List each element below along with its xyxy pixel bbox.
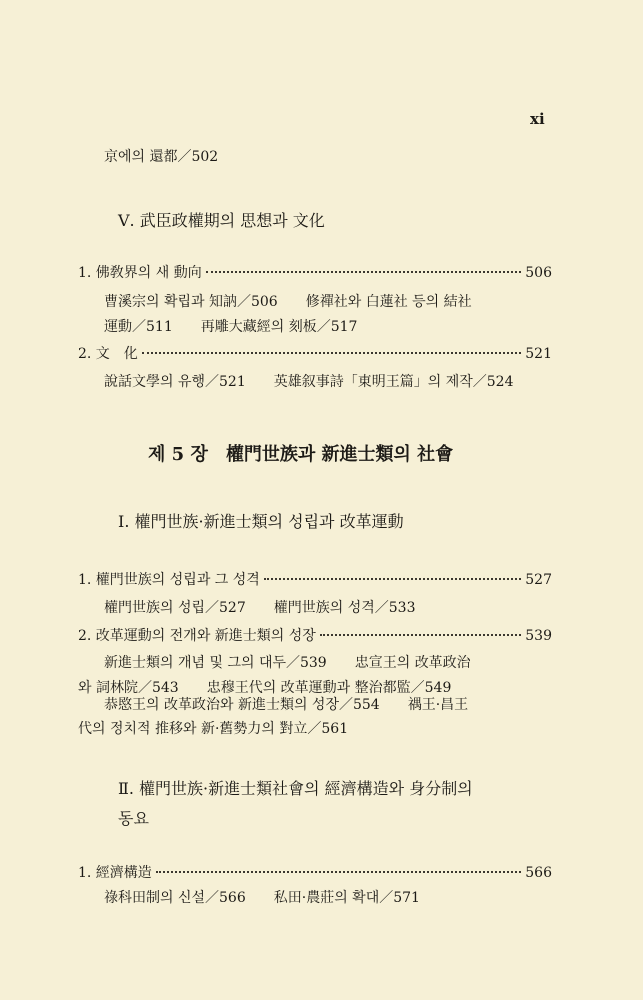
leader-dots [142, 352, 521, 354]
toc-entry [78, 625, 552, 645]
leader-dots [264, 578, 521, 580]
toc-entry [78, 862, 552, 882]
toc-subentry: 와 詞林院／543 忠穆王代의 改革運動과 整治都監／549 [78, 680, 452, 696]
toc-entry [78, 569, 552, 589]
toc-subentry: 代의 정치적 推移와 新·舊勢力의 對立／561 [78, 721, 349, 737]
leader-dots [206, 271, 522, 273]
section-heading: Ⅱ. 權門世族·新進士類社會의 經濟構造와 身分制의 [118, 779, 473, 798]
toc-entry-title: 1. 經濟構造 [78, 865, 152, 881]
toc-subentry: 新進士類의 개념 및 그의 대두／539 忠宣王의 改革政治 [104, 655, 471, 671]
toc-entry-page: 539 [525, 628, 552, 644]
chapter-heading: 제 5 장 權門世族과 新進士類의 社會 [148, 444, 454, 465]
toc-entry-title: 2. 改革運動의 전개와 新進士類의 성장 [78, 628, 316, 644]
toc-entry [78, 343, 552, 363]
toc-subentry: 曹溪宗의 확립과 知訥／506 修禪社와 白蓮社 등의 結社 [104, 294, 472, 310]
toc-entry-title: 1. 佛敎界의 새 動向 [78, 265, 202, 281]
toc-subentry: 祿科田制의 신설／566 私田·農莊의 확대／571 [104, 890, 420, 906]
toc-entry-page: 527 [525, 572, 552, 588]
toc-entry-page: 521 [525, 346, 552, 362]
toc-subentry: 說話文學의 유행／521 英雄叙事詩「東明王篇」의 제작／524 [104, 374, 514, 390]
toc-subentry: 權門世族의 성립／527 權門世族의 성격／533 [104, 600, 416, 616]
toc-entry [78, 262, 552, 282]
section-heading: Ⅴ. 武臣政權期의 思想과 文化 [118, 211, 325, 230]
toc-entry-page: 566 [525, 865, 552, 881]
toc-subentry: 京에의 還都／502 [104, 149, 219, 165]
toc-subentry: 恭愍王의 改革政治와 新進士類의 성장／554 禑王·昌王 [104, 697, 469, 713]
toc-entry-page: 506 [525, 265, 552, 281]
page-number: xi [530, 110, 545, 128]
toc-subentry: 運動／511 再雕大藏經의 刻板／517 [104, 319, 358, 335]
toc-entry-title: 1. 權門世族의 성립과 그 성격 [78, 572, 260, 588]
leader-dots [156, 871, 521, 873]
section-heading: Ⅰ. 權門世族·新進士類의 성립과 改革運動 [118, 512, 404, 531]
section-heading-continued: 동요 [118, 809, 149, 828]
leader-dots [320, 634, 521, 636]
toc-entry-title: 2. 文 化 [78, 346, 138, 362]
